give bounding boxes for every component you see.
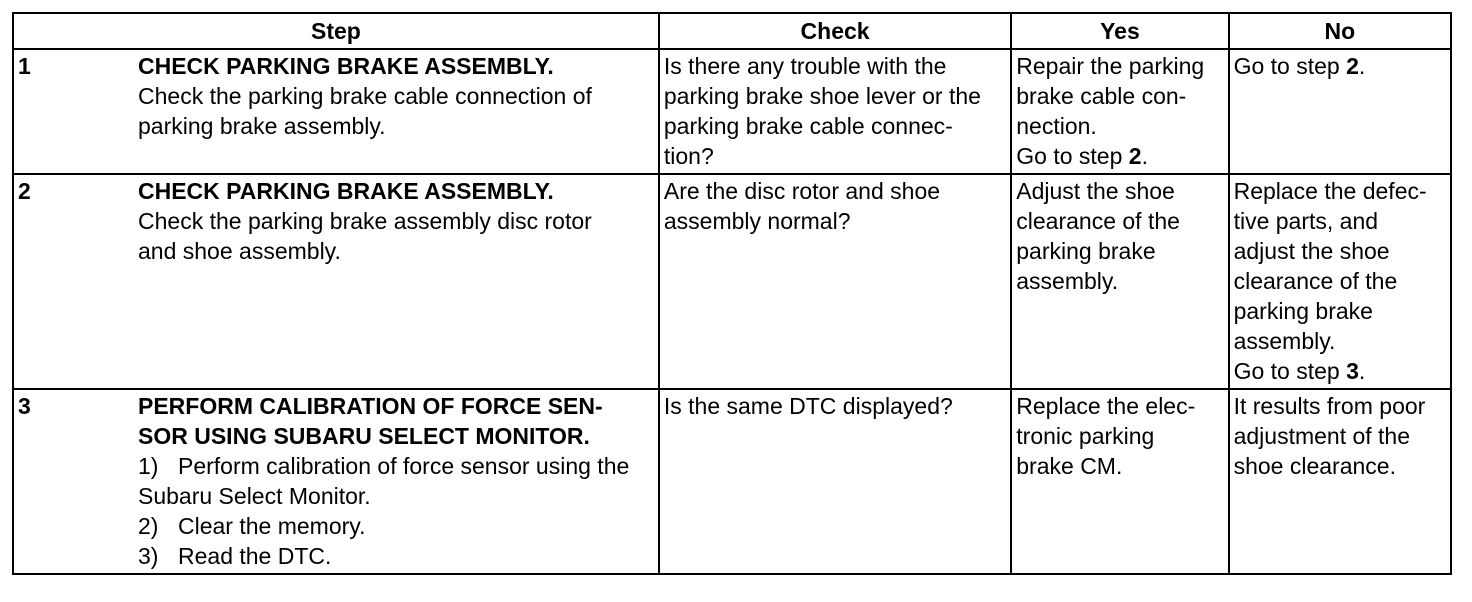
step-number: 2: [18, 178, 31, 204]
step-text-line: and shoe assembly.: [138, 238, 341, 264]
no-cell: [1229, 174, 1451, 389]
diagnostic-table: [12, 12, 1452, 575]
step-number: 1: [18, 53, 31, 79]
no-text-line: tive parts, and: [1233, 208, 1379, 234]
check-cell: [659, 49, 1011, 174]
goto-suffix: .: [1358, 53, 1366, 79]
yes-text-line: Repair the parking: [1016, 53, 1205, 79]
yes-text-line: brake CM.: [1016, 453, 1123, 479]
no-text-line: parking brake: [1233, 298, 1373, 324]
goto-prefix: Go to step: [1233, 53, 1347, 79]
substep-number: 3): [138, 543, 159, 569]
step-text-line: parking brake assembly.: [138, 113, 386, 139]
check-cell: [659, 174, 1011, 389]
substep-text: Clear the memory.: [178, 513, 366, 539]
substep-text: Read the DTC.: [178, 543, 332, 569]
substep-number: 2): [138, 513, 159, 539]
step-title: CHECK PARKING BRAKE ASSEMBLY.: [138, 53, 554, 79]
step-cell: [13, 174, 659, 389]
substep: [138, 511, 654, 541]
yes-text-line: Replace the elec-: [1016, 393, 1196, 419]
no-cell: [1229, 389, 1451, 574]
check-text-line: assembly normal?: [663, 208, 851, 234]
substep: [138, 451, 654, 481]
step-title: CHECK PARKING BRAKE ASSEMBLY.: [138, 178, 554, 204]
no-cell: [1229, 49, 1451, 174]
header-check: Check: [659, 13, 1011, 49]
substep-continuation: Subaru Select Monitor.: [138, 483, 371, 509]
no-text-line: It results from poor: [1233, 393, 1426, 419]
goto-prefix: Go to step: [1233, 358, 1347, 384]
step-number: 3: [18, 393, 31, 419]
yes-text-line: clearance of the: [1016, 208, 1180, 234]
substep-number: 1): [138, 453, 159, 479]
check-text-line: parking brake shoe lever or the: [663, 83, 981, 109]
check-text-line: parking brake cable connec-: [663, 113, 953, 139]
goto-step-number: 3: [1346, 358, 1359, 384]
header-yes: Yes: [1011, 13, 1228, 49]
table-row: [13, 174, 1451, 389]
yes-text-line: nection.: [1016, 113, 1097, 139]
yes-text-line: assembly.: [1016, 268, 1119, 294]
step-title: SOR USING SUBARU SELECT MONITOR.: [138, 423, 590, 449]
substep-text: Perform calibration of force sensor using the: [178, 453, 630, 479]
check-cell: [659, 389, 1011, 574]
no-goto: [1234, 51, 1446, 81]
goto-step-number: 2: [1128, 143, 1142, 169]
no-text-line: assembly.: [1233, 328, 1336, 354]
table-row: [13, 49, 1451, 174]
yes-text-line: Adjust the shoe: [1016, 178, 1175, 204]
goto-step-number: 2: [1346, 53, 1359, 79]
yes-cell: [1011, 49, 1228, 174]
yes-cell: [1011, 389, 1228, 574]
header-no: No: [1229, 13, 1451, 49]
yes-cell: [1011, 174, 1228, 389]
no-text-line: Replace the defec-: [1233, 178, 1427, 204]
yes-text-line: brake cable con-: [1016, 83, 1187, 109]
goto-suffix: .: [1141, 143, 1148, 169]
yes-text-line: tronic parking: [1016, 423, 1155, 449]
no-text-line: adjustment of the: [1233, 423, 1411, 449]
check-text-line: tion?: [663, 143, 714, 169]
no-text-line: clearance of the: [1233, 268, 1398, 294]
no-text-line: shoe clearance.: [1233, 453, 1396, 479]
table-row: [13, 389, 1451, 574]
header-step: Step: [13, 13, 659, 49]
yes-text-line: parking brake: [1016, 238, 1156, 264]
step-title: PERFORM CALIBRATION OF FORCE SEN-: [138, 393, 603, 419]
step-cell: [13, 49, 659, 174]
check-text-line: Is the same DTC displayed?: [663, 393, 953, 419]
yes-goto: [1016, 141, 1223, 171]
check-text-line: Is there any trouble with the: [663, 53, 947, 79]
step-cell: [13, 389, 659, 574]
check-text-line: Are the disc rotor and shoe: [663, 178, 941, 204]
table-header-row: [13, 13, 1451, 49]
goto-prefix: Go to step: [1016, 143, 1129, 169]
goto-suffix: .: [1358, 358, 1366, 384]
no-text-line: adjust the shoe: [1233, 238, 1390, 264]
no-goto: [1234, 356, 1446, 386]
substep: [138, 541, 654, 571]
step-text-line: Check the parking brake assembly disc rotor: [138, 208, 592, 234]
step-text-line: Check the parking brake cable connection of: [138, 83, 592, 109]
